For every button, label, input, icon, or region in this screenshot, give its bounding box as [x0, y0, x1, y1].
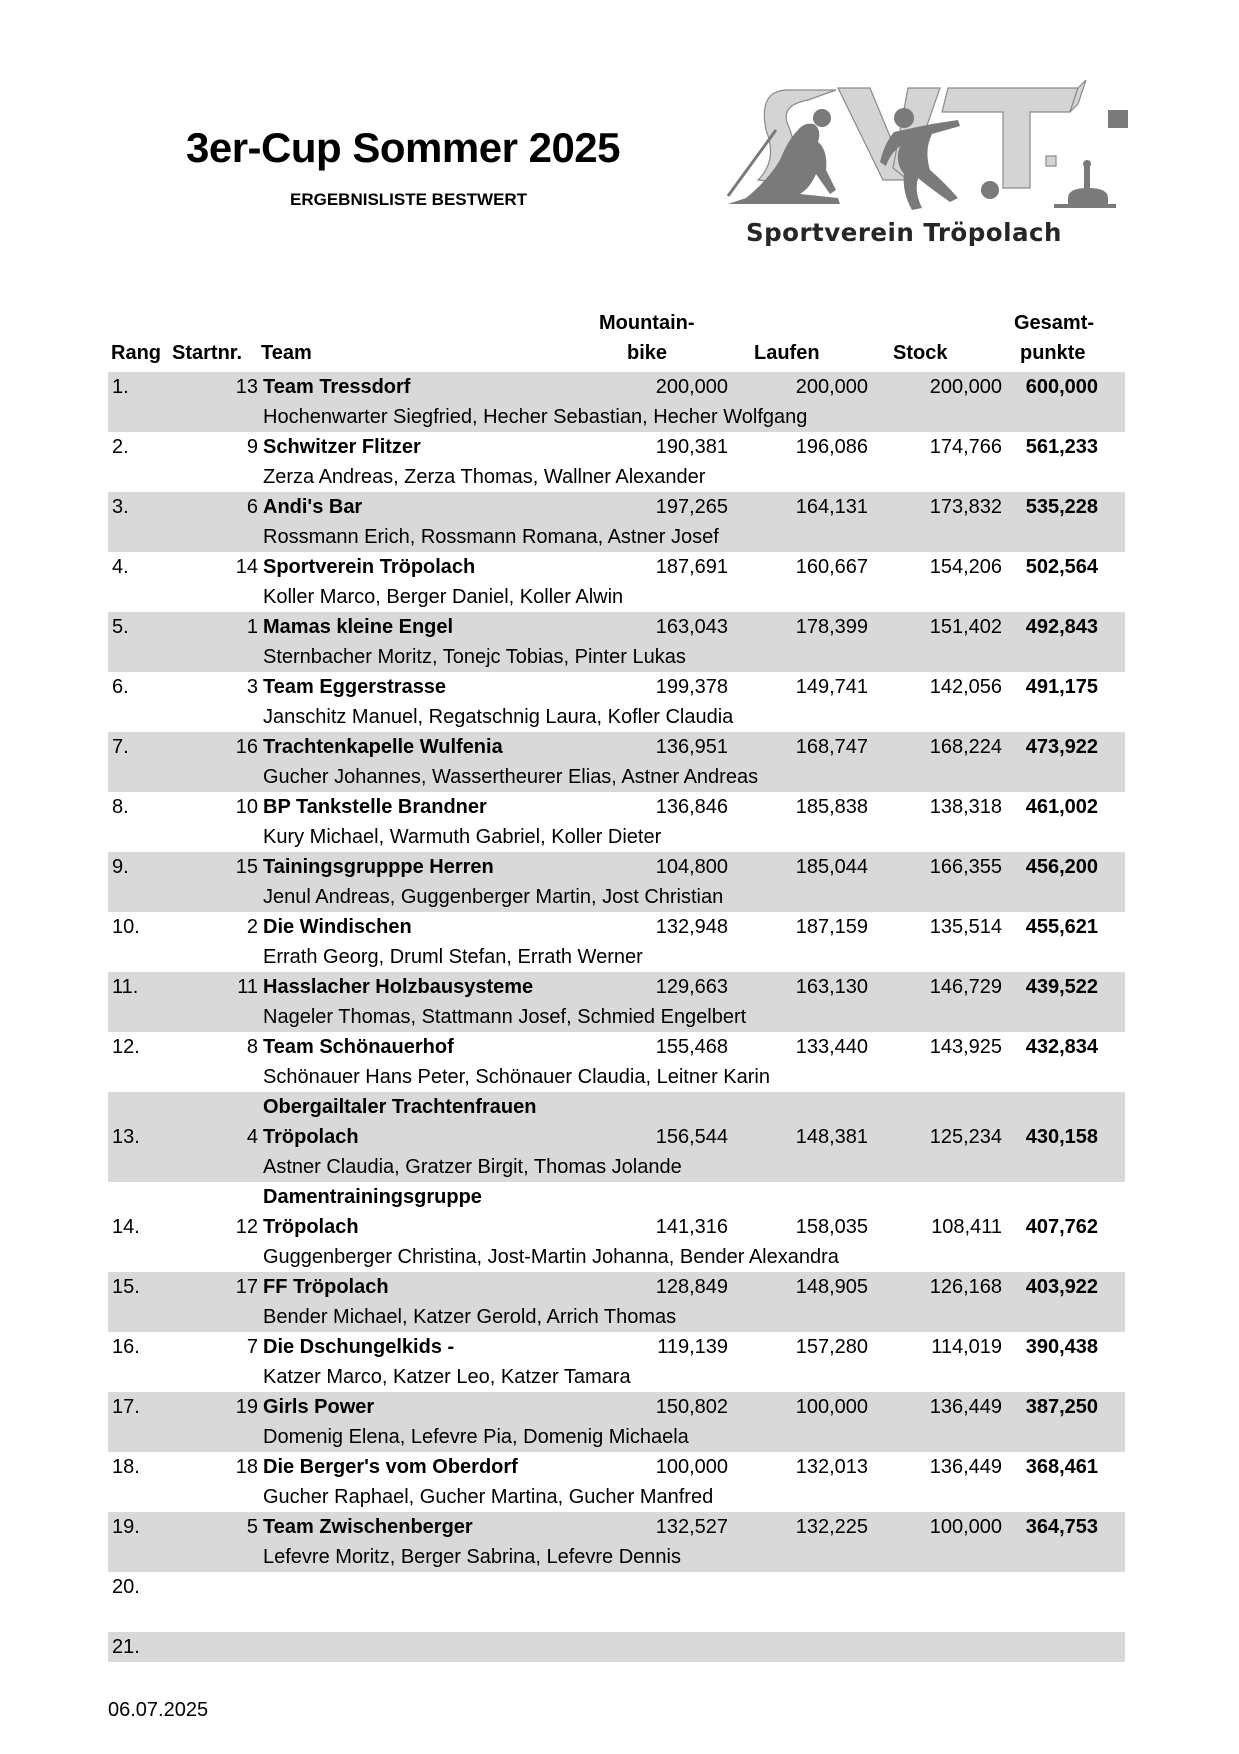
start-number: 13 [235, 376, 258, 398]
table-row [108, 1092, 1125, 1182]
total-points: 407,762 [1025, 1216, 1098, 1238]
stock-points: 100,000 [929, 1516, 1002, 1538]
stock-points: 138,318 [929, 796, 1002, 818]
start-number: 14 [235, 556, 258, 578]
start-number: 12 [235, 1216, 258, 1238]
team-name: Die Windischen [263, 916, 412, 938]
members-line [108, 1242, 1125, 1272]
stock-points: 136,449 [929, 1396, 1002, 1418]
members-line [108, 1302, 1125, 1332]
result-line [108, 372, 1125, 402]
total-points: 390,438 [1025, 1336, 1098, 1358]
table-row-empty [108, 1572, 1125, 1632]
stock-points: 125,234 [929, 1126, 1002, 1148]
team-name: Mamas kleine Engel [263, 616, 454, 638]
logo-text: Sportverein Tröpolach [746, 218, 1062, 247]
start-number: 7 [246, 1336, 258, 1358]
rank: 4. [112, 556, 129, 578]
rank: 16. [112, 1336, 140, 1358]
team-name-line1-row [108, 1182, 1125, 1212]
result-line [108, 1032, 1125, 1062]
stock-points: 166,355 [929, 856, 1002, 878]
rank: 12. [112, 1036, 140, 1058]
rank: 5. [112, 616, 129, 638]
team-members: Bender Michael, Katzer Gerold, Arrich Thomas [263, 1306, 677, 1328]
total-points: 535,228 [1025, 496, 1098, 518]
laufen-points: 185,838 [795, 796, 868, 818]
total-points: 432,834 [1025, 1036, 1098, 1058]
mountainbike-points: 187,691 [655, 556, 728, 578]
members-line [108, 702, 1125, 732]
mountainbike-points: 200,000 [655, 376, 728, 398]
start-number: 3 [246, 676, 258, 698]
result-line [108, 1452, 1125, 1482]
stock-points: 114,019 [931, 1336, 1002, 1358]
stock-points: 142,056 [929, 676, 1002, 698]
stock-points: 151,402 [929, 616, 1002, 638]
table-row [108, 1452, 1125, 1512]
start-number: 16 [235, 736, 258, 758]
team-members: Guggenberger Christina, Jost-Martin Johanna, Bender Alexandra [263, 1246, 839, 1268]
members-line [108, 1362, 1125, 1392]
mountainbike-points: 163,043 [655, 616, 728, 638]
start-number: 4 [246, 1126, 258, 1148]
mountainbike-points: 129,663 [655, 976, 728, 998]
result-line [108, 1512, 1125, 1542]
table-row [108, 732, 1125, 792]
laufen-points: 132,013 [795, 1456, 868, 1478]
laufen-points: 149,741 [795, 676, 868, 698]
total-points: 473,922 [1025, 736, 1098, 758]
team-name: Team Tressdorf [263, 376, 411, 398]
total-points: 461,002 [1025, 796, 1098, 818]
rank: 10. [112, 916, 140, 938]
laufen-points: 158,035 [795, 1216, 868, 1238]
laufen-points: 168,747 [795, 736, 868, 758]
rank: 9. [112, 856, 129, 878]
result-line [108, 612, 1125, 642]
col-header-laufen: Laufen [754, 342, 820, 364]
table-row [108, 612, 1125, 672]
table-row-empty [108, 1632, 1125, 1662]
rank: 14. [112, 1216, 140, 1238]
page-title: 3er-Cup Sommer 2025 [186, 124, 621, 171]
laufen-points: 200,000 [795, 376, 868, 398]
start-number: 18 [235, 1456, 258, 1478]
start-number: 1 [246, 616, 258, 638]
members-line [108, 822, 1125, 852]
total-points: 502,564 [1025, 556, 1098, 578]
page-subtitle: ERGEBNISLISTE BESTWERT [290, 190, 528, 209]
start-number: 2 [246, 916, 258, 938]
rank: 8. [112, 796, 129, 818]
mountainbike-points: 197,265 [655, 496, 728, 518]
mountainbike-points: 150,802 [655, 1396, 728, 1418]
table-row [108, 1272, 1125, 1332]
total-points: 387,250 [1025, 1396, 1098, 1418]
col-header-total-line2: punkte [1020, 342, 1086, 364]
members-line [108, 462, 1125, 492]
stock-points: 200,000 [929, 376, 1002, 398]
mountainbike-points: 155,468 [655, 1036, 728, 1058]
table-row [108, 1032, 1125, 1092]
mountainbike-points: 119,139 [657, 1336, 728, 1358]
table-row [108, 672, 1125, 732]
members-line [108, 1542, 1125, 1572]
mountainbike-points: 132,527 [655, 1516, 728, 1538]
stock-points: 174,766 [929, 436, 1002, 458]
team-name-line1: Obergailtaler Trachtenfrauen [263, 1096, 537, 1118]
total-points: 491,175 [1025, 676, 1098, 698]
laufen-points: 148,381 [795, 1126, 868, 1148]
members-line [108, 1422, 1125, 1452]
start-number: 15 [235, 856, 258, 878]
laufen-points: 187,159 [795, 916, 868, 938]
rank: 3. [112, 496, 129, 518]
col-header-mtb-line2: bike [627, 342, 668, 364]
members-line [108, 1062, 1125, 1092]
result-line [108, 1572, 1125, 1602]
result-line [108, 1122, 1125, 1152]
team-name: Die Berger's vom Oberdorf [263, 1456, 518, 1478]
stock-points: 146,729 [929, 976, 1002, 998]
mountainbike-points: 136,846 [655, 796, 728, 818]
stock-points: 173,832 [929, 496, 1002, 518]
start-number: 11 [237, 976, 258, 998]
row-spacer [108, 1602, 1125, 1632]
members-line [108, 642, 1125, 672]
team-name: BP Tankstelle Brandner [263, 796, 487, 818]
team-name: Hasslacher Holzbausysteme [263, 976, 534, 998]
laufen-points: 163,130 [795, 976, 868, 998]
members-line [108, 942, 1125, 972]
team-name: Girls Power [263, 1396, 375, 1418]
team-name-line1: Damentrainingsgruppe [263, 1186, 482, 1208]
team-members: Lefevre Moritz, Berger Sabrina, Lefevre Dennis [263, 1546, 681, 1568]
stock-points: 108,411 [931, 1216, 1002, 1238]
stock-points: 168,224 [929, 736, 1002, 758]
laufen-points: 133,440 [795, 1036, 868, 1058]
stock-points: 126,168 [929, 1276, 1002, 1298]
team-name: Tröpolach [263, 1216, 359, 1238]
table-row [108, 972, 1125, 1032]
team-members: Janschitz Manuel, Regatschnig Laura, Kofler Claudia [263, 706, 734, 728]
result-line [108, 1272, 1125, 1302]
table-row [108, 1512, 1125, 1572]
mountainbike-points: 136,951 [655, 736, 728, 758]
start-number: 17 [235, 1276, 258, 1298]
total-points: 561,233 [1025, 436, 1098, 458]
team-name: Tröpolach [263, 1126, 359, 1148]
team-members: Katzer Marco, Katzer Leo, Katzer Tamara [263, 1366, 631, 1388]
rank: 11. [112, 976, 139, 998]
mountainbike-points: 156,544 [655, 1126, 728, 1148]
mountainbike-points: 100,000 [655, 1456, 728, 1478]
start-number: 10 [235, 796, 258, 818]
stock-points: 143,925 [929, 1036, 1002, 1058]
laufen-points: 157,280 [795, 1336, 868, 1358]
stock-points: 135,514 [929, 916, 1002, 938]
members-line [108, 1482, 1125, 1512]
rank: 7. [112, 736, 129, 758]
team-members: Astner Claudia, Gratzer Birgit, Thomas Jolande [263, 1156, 682, 1178]
result-line [108, 1632, 1125, 1662]
laufen-points: 178,399 [795, 616, 868, 638]
result-line [108, 432, 1125, 462]
total-points: 368,461 [1025, 1456, 1098, 1478]
team-members: Schönauer Hans Peter, Schönauer Claudia, Leitner Karin [263, 1066, 770, 1088]
laufen-points: 164,131 [795, 496, 868, 518]
team-members: Kury Michael, Warmuth Gabriel, Koller Dieter [263, 826, 662, 848]
col-header-total-line1: Gesamt- [1014, 312, 1095, 334]
table-row [108, 1392, 1125, 1452]
col-header-startnr: Startnr. [172, 342, 243, 364]
table-row [108, 492, 1125, 552]
rank: 2. [112, 436, 129, 458]
svt-logo-graphic [718, 70, 1138, 220]
result-line [108, 552, 1125, 582]
members-line [108, 1002, 1125, 1032]
team-members: Rossmann Erich, Rossmann Romana, Astner Josef [263, 526, 719, 548]
laufen-points: 100,000 [795, 1396, 868, 1418]
rank: 20. [112, 1576, 140, 1598]
mountainbike-points: 132,948 [655, 916, 728, 938]
laufen-points: 196,086 [795, 436, 868, 458]
mountainbike-points: 128,849 [655, 1276, 728, 1298]
team-members: Koller Marco, Berger Daniel, Koller Alwin [263, 586, 624, 608]
team-members: Hochenwarter Siegfried, Hecher Sebastian, Hecher Wolfgang [263, 406, 808, 428]
result-line [108, 1332, 1125, 1362]
col-header-team: Team [261, 342, 312, 364]
result-line [108, 672, 1125, 702]
result-line [108, 792, 1125, 822]
rank: 6. [112, 676, 129, 698]
team-members: Sternbacher Moritz, Tonejc Tobias, Pinter Lukas [263, 646, 686, 668]
table-header [108, 312, 1125, 372]
team-name: Andi's Bar [263, 496, 363, 518]
team-members: Gucher Raphael, Gucher Martina, Gucher Manfred [263, 1486, 714, 1508]
table-row [108, 432, 1125, 492]
table-row [108, 552, 1125, 612]
total-points: 430,158 [1025, 1126, 1098, 1148]
rank: 13. [112, 1126, 140, 1148]
total-points: 600,000 [1025, 376, 1098, 398]
members-line [108, 882, 1125, 912]
result-line [108, 492, 1125, 522]
rank: 1. [112, 376, 129, 398]
team-members: Gucher Johannes, Wassertheurer Elias, Astner Andreas [263, 766, 759, 788]
result-line [108, 1392, 1125, 1422]
mountainbike-points: 199,378 [655, 676, 728, 698]
table-body [108, 372, 1125, 1662]
rank: 18. [112, 1456, 140, 1478]
start-number: 5 [246, 1516, 258, 1538]
team-name: Tainingsgrupppe Herren [263, 856, 494, 878]
total-points: 439,522 [1025, 976, 1098, 998]
team-members: Zerza Andreas, Zerza Thomas, Wallner Alexander [263, 466, 706, 488]
team-name: Team Eggerstrasse [263, 676, 447, 698]
team-name: Schwitzer Flitzer [263, 436, 421, 458]
start-number: 8 [246, 1036, 258, 1058]
rank: 21. [112, 1636, 140, 1658]
members-line [108, 522, 1125, 552]
laufen-points: 185,044 [795, 856, 868, 878]
total-points: 456,200 [1025, 856, 1098, 878]
total-points: 455,621 [1025, 916, 1098, 938]
total-points: 364,753 [1025, 1516, 1098, 1538]
club-logo [718, 70, 1138, 260]
report-date: 06.07.2025 [108, 1699, 209, 1721]
team-members: Errath Georg, Druml Stefan, Errath Werner [263, 946, 643, 968]
rank: 15. [112, 1276, 140, 1298]
team-members: Domenig Elena, Lefevre Pia, Domenig Michaela [263, 1426, 689, 1448]
team-members: Jenul Andreas, Guggenberger Martin, Jost Christian [263, 886, 724, 908]
start-number: 6 [246, 496, 258, 518]
team-name: Sportverein Tröpolach [263, 556, 476, 578]
table-row [108, 1332, 1125, 1392]
result-line [108, 972, 1125, 1002]
results-table [108, 312, 1125, 1662]
result-line [108, 732, 1125, 762]
table-row [108, 372, 1125, 432]
table-row [108, 1182, 1125, 1272]
col-header-stock: Stock [893, 342, 948, 364]
members-line [108, 582, 1125, 612]
col-header-mtb-line1: Mountain- [599, 312, 695, 334]
team-name: Team Zwischenberger [263, 1516, 473, 1538]
total-points: 492,843 [1025, 616, 1098, 638]
laufen-points: 160,667 [795, 556, 868, 578]
start-number: 19 [235, 1396, 258, 1418]
mountainbike-points: 190,381 [655, 436, 728, 458]
mountainbike-points: 104,800 [655, 856, 728, 878]
laufen-points: 148,905 [795, 1276, 868, 1298]
rank: 17. [112, 1396, 140, 1418]
team-members: Nageler Thomas, Stattmann Josef, Schmied Engelbert [263, 1006, 747, 1028]
result-line [108, 1212, 1125, 1242]
total-points: 403,922 [1025, 1276, 1098, 1298]
result-line [108, 912, 1125, 942]
result-line [108, 852, 1125, 882]
mountainbike-points: 141,316 [655, 1216, 728, 1238]
col-header-rang: Rang [111, 342, 161, 364]
table-row [108, 852, 1125, 912]
members-line [108, 1152, 1125, 1182]
members-line [108, 762, 1125, 792]
stock-points: 154,206 [929, 556, 1002, 578]
team-name: FF Tröpolach [263, 1276, 389, 1298]
laufen-points: 132,225 [795, 1516, 868, 1538]
team-name: Trachtenkapelle Wulfenia [263, 736, 503, 758]
team-name: Team Schönauerhof [263, 1036, 454, 1058]
team-name: Die Dschungelkids - [263, 1336, 455, 1358]
members-line [108, 402, 1125, 432]
stock-points: 136,449 [929, 1456, 1002, 1478]
rank: 19. [112, 1516, 140, 1538]
team-name-line1-row [108, 1092, 1125, 1122]
table-row [108, 792, 1125, 852]
table-row [108, 912, 1125, 972]
start-number: 9 [246, 436, 258, 458]
